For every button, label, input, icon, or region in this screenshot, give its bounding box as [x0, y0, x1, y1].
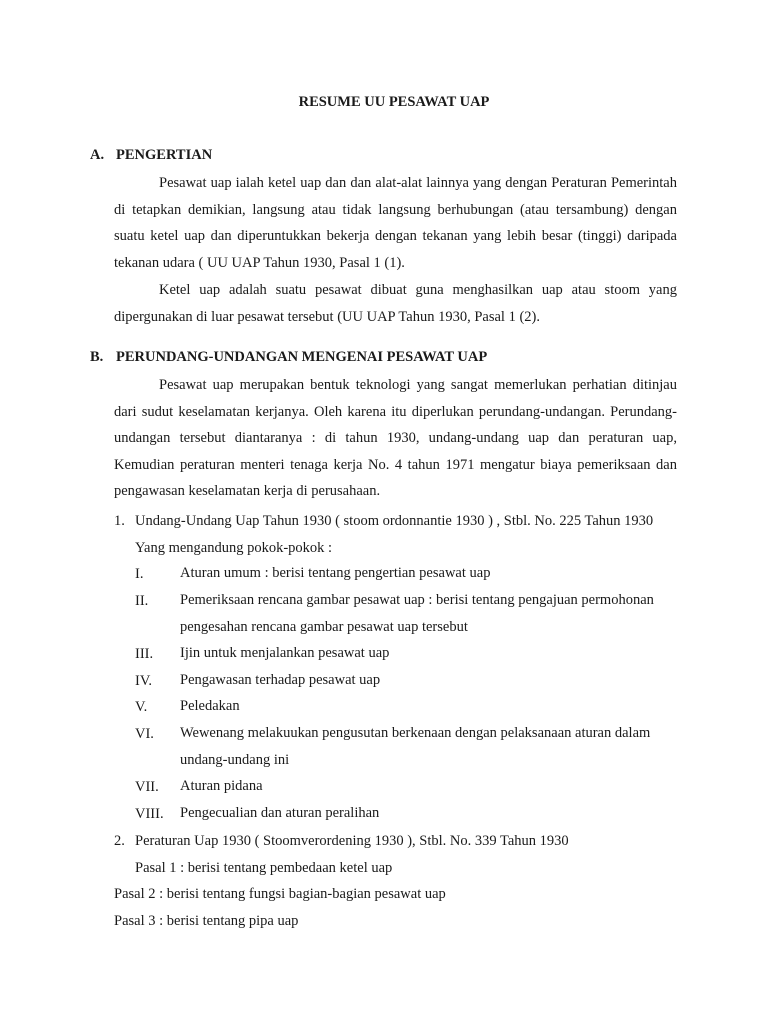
- roman-numeral-7: VII.: [135, 779, 159, 795]
- pasal-3: Pasal 3 : berisi tentang pipa uap: [114, 913, 299, 929]
- point-8-text: Pengecualian dan aturan peralihan: [180, 805, 380, 821]
- roman-numeral-5: V.: [135, 699, 148, 715]
- list-item-1-number: 1.: [114, 513, 125, 529]
- section-a-label: A.: [90, 147, 105, 163]
- section-b-title: PERUNDANG-UNDANGAN MENGENAI PESAWAT UAP: [116, 349, 488, 365]
- list-item-2-number: 2.: [114, 833, 125, 849]
- document-title: RESUME UU PESAWAT UAP: [298, 94, 490, 110]
- section-b-label: B.: [90, 349, 104, 365]
- section-a-paragraph-2: Ketel uap adalah suatu pesawat dibuat guna menghasilkan uap atau stoom yang dipergunakan di luar pesawat tersebut (UU UAP Tahun 1930, Pasal 1 (2).: [114, 282, 677, 325]
- point-5-text: Peledakan: [180, 698, 240, 714]
- roman-numeral-1: I.: [135, 566, 144, 582]
- roman-numeral-8: VIII.: [135, 806, 164, 822]
- list-item-1-text: Undang-Undang Uap Tahun 1930 ( stoom ordonnantie 1930 ) , Stbl. No. 225 Tahun 1930: [135, 513, 654, 529]
- point-2-text: Pemeriksaan rencana gambar pesawat uap : berisi tentang pengajuan permohonan pengesahan rencana gambar pesawat uap tersebut: [180, 592, 654, 635]
- point-4-text: Pengawasan terhadap pesawat uap: [180, 672, 381, 688]
- pasal-1: Pasal 1 : berisi tentang pembedaan ketel uap: [135, 860, 393, 876]
- point-3-text: Ijin untuk menjalankan pesawat uap: [180, 645, 390, 661]
- roman-numeral-2: II.: [135, 593, 149, 609]
- list-item-2-text: Peraturan Uap 1930 ( Stoomverordening 1930 ), Stbl. No. 339 Tahun 1930: [135, 833, 569, 849]
- point-6-text: Wewenang melakuukan pengusutan berkenaan dengan pelaksanaan aturan dalam undang-undang ini: [180, 725, 651, 768]
- section-b-paragraph: Pesawat uap merupakan bentuk teknologi yang sangat memerlukan perhatian ditinjau dari sudut keselamatan kerjanya. Oleh karena itu diperlukan perundang-undangan. Perundang-undangan tersebut diantaranya : di tahun 1930, undang-undang uap dan peraturan uap, Kemudian peraturan menteri tenaga kerja No. 4 tahun 1971 mengatur biaya pemeriksaan dan pengawasan keselamatan kerja di perusahaan.: [114, 377, 677, 500]
- section-b-heading: [90, 349, 487, 366]
- point-7-text: Aturan pidana: [180, 778, 263, 794]
- roman-numeral-6: VI.: [135, 726, 154, 742]
- section-a-paragraph-1: Pesawat uap ialah ketel uap dan dan alat-alat lainnya yang dengan Peraturan Pemerintah di tetapkan demikian, langsung atau tidak langsung berhubungan (atau tersambung) dengan suatu ketel uap dan diperuntukkan bekerja dengan tekanan yang lebih besar (tinggi) daripada tekanan udara ( UU UAP Tahun 1930, Pasal 1 (1).: [114, 175, 677, 271]
- roman-numeral-3: III.: [135, 646, 154, 662]
- pasal-2: Pasal 2 : berisi tentang fungsi bagian-bagian pesawat uap: [114, 886, 446, 902]
- point-1-text: Aturan umum : berisi tentang pengertian pesawat uap: [180, 565, 491, 581]
- list-item-1-subtitle: Yang mengandung pokok-pokok :: [135, 540, 333, 556]
- roman-numeral-4: IV.: [135, 673, 153, 689]
- section-a-heading: [90, 147, 212, 164]
- section-a-title: PENGERTIAN: [116, 147, 213, 163]
